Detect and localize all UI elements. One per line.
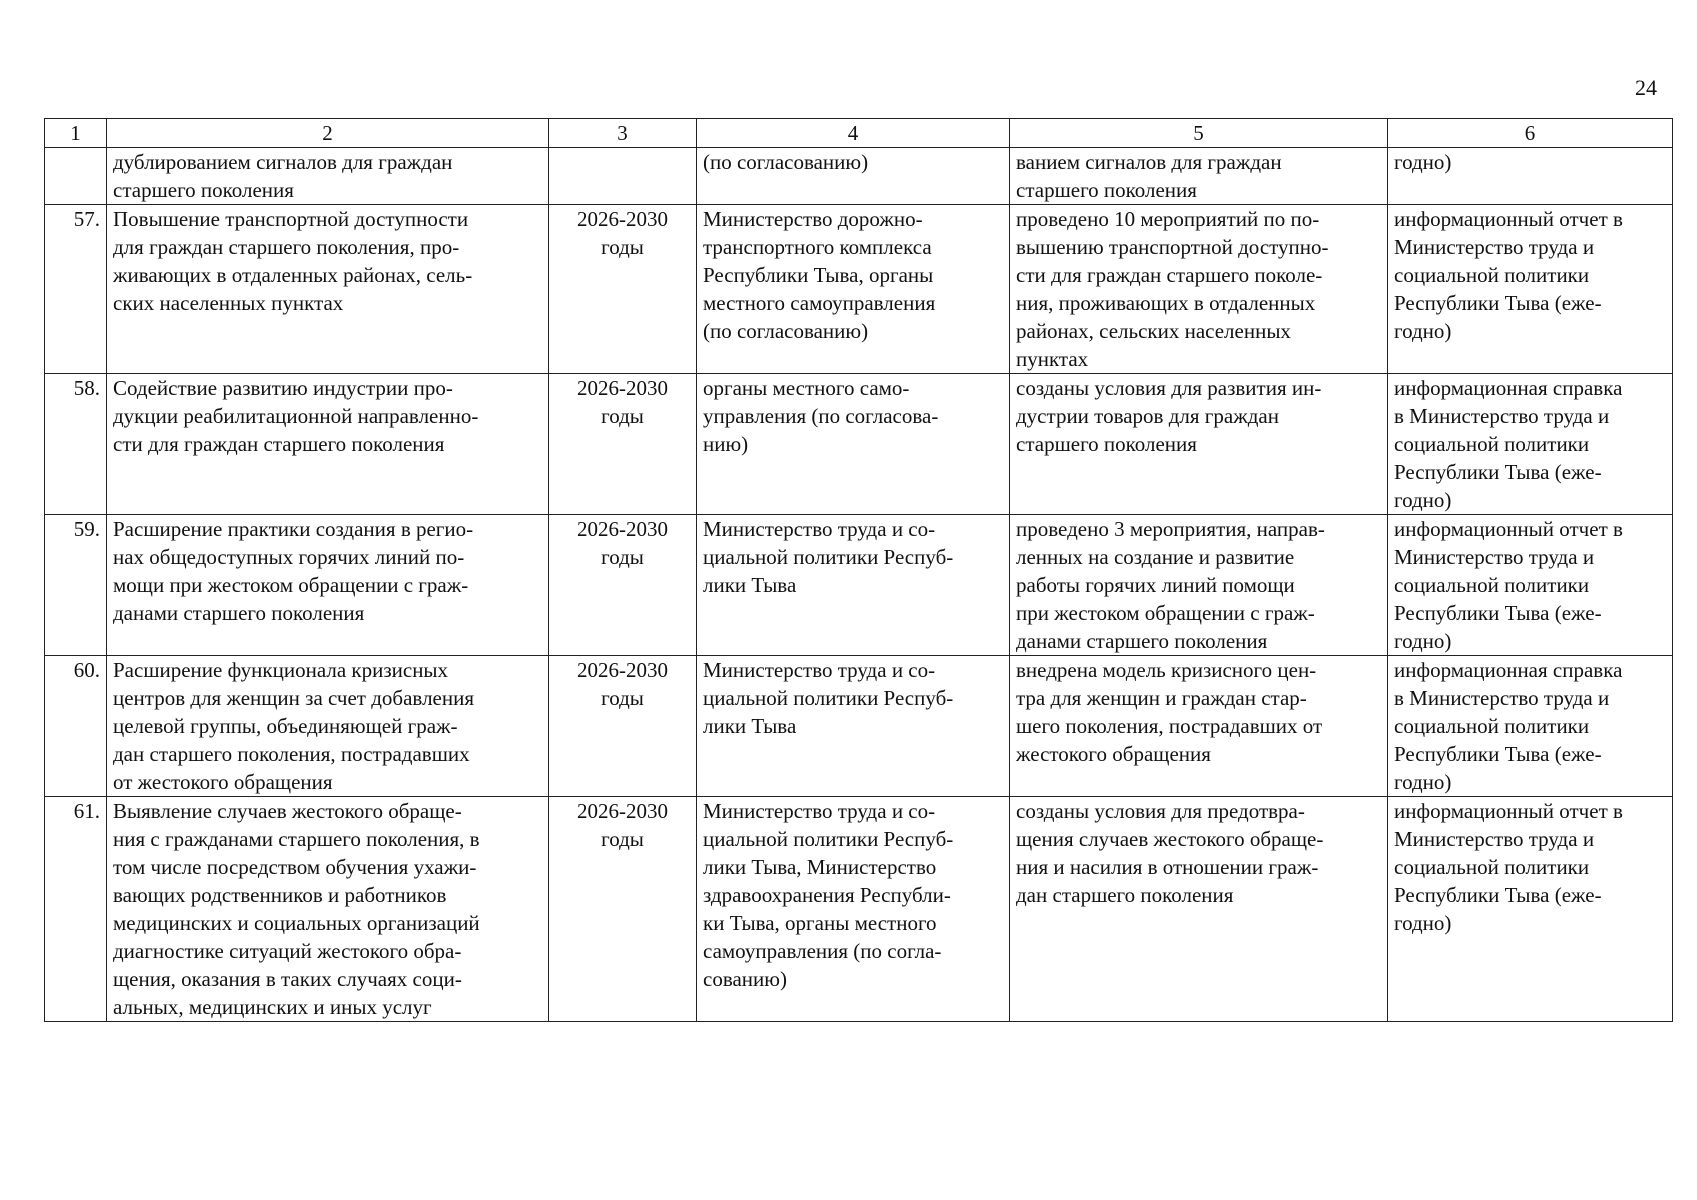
- row-number: [45, 148, 107, 205]
- result-cell: проведено 3 мероприятия, направ- ленных на создание и развитие работы горячих линий помощи при жестоком обращении с граж- данами старшего поколения: [1010, 515, 1388, 656]
- control-cell: информационная справка в Министерство труда и социальной политики Республики Тыва (еже- годно): [1388, 374, 1673, 515]
- term-cell: 2026-2030 годы: [549, 374, 697, 515]
- term-cell: [549, 148, 697, 205]
- result-cell: внедрена модель кризисного цен- тра для женщин и граждан стар- шего поколения, пострадавших от жестокого обращения: [1010, 656, 1388, 797]
- column-number: 1: [45, 119, 107, 148]
- measure-cell: Выявление случаев жестокого обраще- ния с гражданами старшего поколения, в том числе посредством обучения ухажи- вающих родственников и работников медицинских и социальных организаций диагностике ситуаций жестокого обра- щения, оказания в таких случаях соци- альных, медицинских и иных услуг: [107, 797, 549, 1022]
- column-number-row: [45, 119, 1673, 148]
- executors-cell: Министерство дорожно- транспортного комплекса Республики Тыва, органы местного самоуправления (по согласованию): [697, 205, 1010, 374]
- row-number: 60.: [45, 656, 107, 797]
- result-cell: созданы условия для предотвра- щения случаев жестокого обраще- ния и насилия в отношении граж- дан старшего поколения: [1010, 797, 1388, 1022]
- control-cell: информационный отчет в Министерство труда и социальной политики Республики Тыва (еже- годно): [1388, 797, 1673, 1022]
- result-cell: проведено 10 мероприятий по по- вышению транспортной доступно- сти для граждан старшего поколе- ния, проживающих в отдаленных районах, сельских населенных пунктах: [1010, 205, 1388, 374]
- measure-cell: Расширение практики создания в регио- нах общедоступных горячих линий по- мощи при жестоком обращении с граж- данами старшего поколения: [107, 515, 549, 656]
- column-number: 6: [1388, 119, 1673, 148]
- result-cell: созданы условия для развития ин- дустрии товаров для граждан старшего поколения: [1010, 374, 1388, 515]
- term-cell: 2026-2030 годы: [549, 656, 697, 797]
- control-cell: информационная справка в Министерство труда и социальной политики Республики Тыва (еже- годно): [1388, 656, 1673, 797]
- column-number: 2: [107, 119, 549, 148]
- row-number: 58.: [45, 374, 107, 515]
- table-row: [45, 797, 1673, 1022]
- control-cell: годно): [1388, 148, 1673, 205]
- control-cell: информационный отчет в Министерство труда и социальной политики Республики Тыва (еже- годно): [1388, 205, 1673, 374]
- measure-cell: Повышение транспортной доступности для граждан старшего поколения, про- живающих в отдаленных районах, сель- ских населенных пунктах: [107, 205, 549, 374]
- action-plan-table: [44, 118, 1673, 1022]
- term-cell: 2026-2030 годы: [549, 205, 697, 374]
- table-row: [45, 374, 1673, 515]
- column-number: 3: [549, 119, 697, 148]
- table-row: [45, 205, 1673, 374]
- term-cell: 2026-2030 годы: [549, 797, 697, 1022]
- table-row: [45, 148, 1673, 205]
- executors-cell: Министерство труда и со- циальной политики Респуб- лики Тыва: [697, 656, 1010, 797]
- table-row: [45, 515, 1673, 656]
- page-number: 24: [1635, 75, 1657, 100]
- executors-cell: (по согласованию): [697, 148, 1010, 205]
- measure-cell: Содействие развитию индустрии про- дукции реабилитационной направленно- сти для граждан старшего поколения: [107, 374, 549, 515]
- executors-cell: Министерство труда и со- циальной политики Респуб- лики Тыва: [697, 515, 1010, 656]
- control-cell: информационный отчет в Министерство труда и социальной политики Республики Тыва (еже- годно): [1388, 515, 1673, 656]
- row-number: 59.: [45, 515, 107, 656]
- term-cell: 2026-2030 годы: [549, 515, 697, 656]
- executors-cell: органы местного само- управления (по согласова- нию): [697, 374, 1010, 515]
- table-row: [45, 656, 1673, 797]
- column-number: 5: [1010, 119, 1388, 148]
- measure-cell: Расширение функционала кризисных центров для женщин за счет добавления целевой группы, объединяющей граж- дан старшего поколения, пострадавших от жестокого обращения: [107, 656, 549, 797]
- executors-cell: Министерство труда и со- циальной политики Респуб- лики Тыва, Министерство здравоохранения Республи- ки Тыва, органы местного самоуправления (по согла- сованию): [697, 797, 1010, 1022]
- row-number: 57.: [45, 205, 107, 374]
- measure-cell: дублированием сигналов для граждан старшего поколения: [107, 148, 549, 205]
- column-number: 4: [697, 119, 1010, 148]
- row-number: 61.: [45, 797, 107, 1022]
- result-cell: ванием сигналов для граждан старшего поколения: [1010, 148, 1388, 205]
